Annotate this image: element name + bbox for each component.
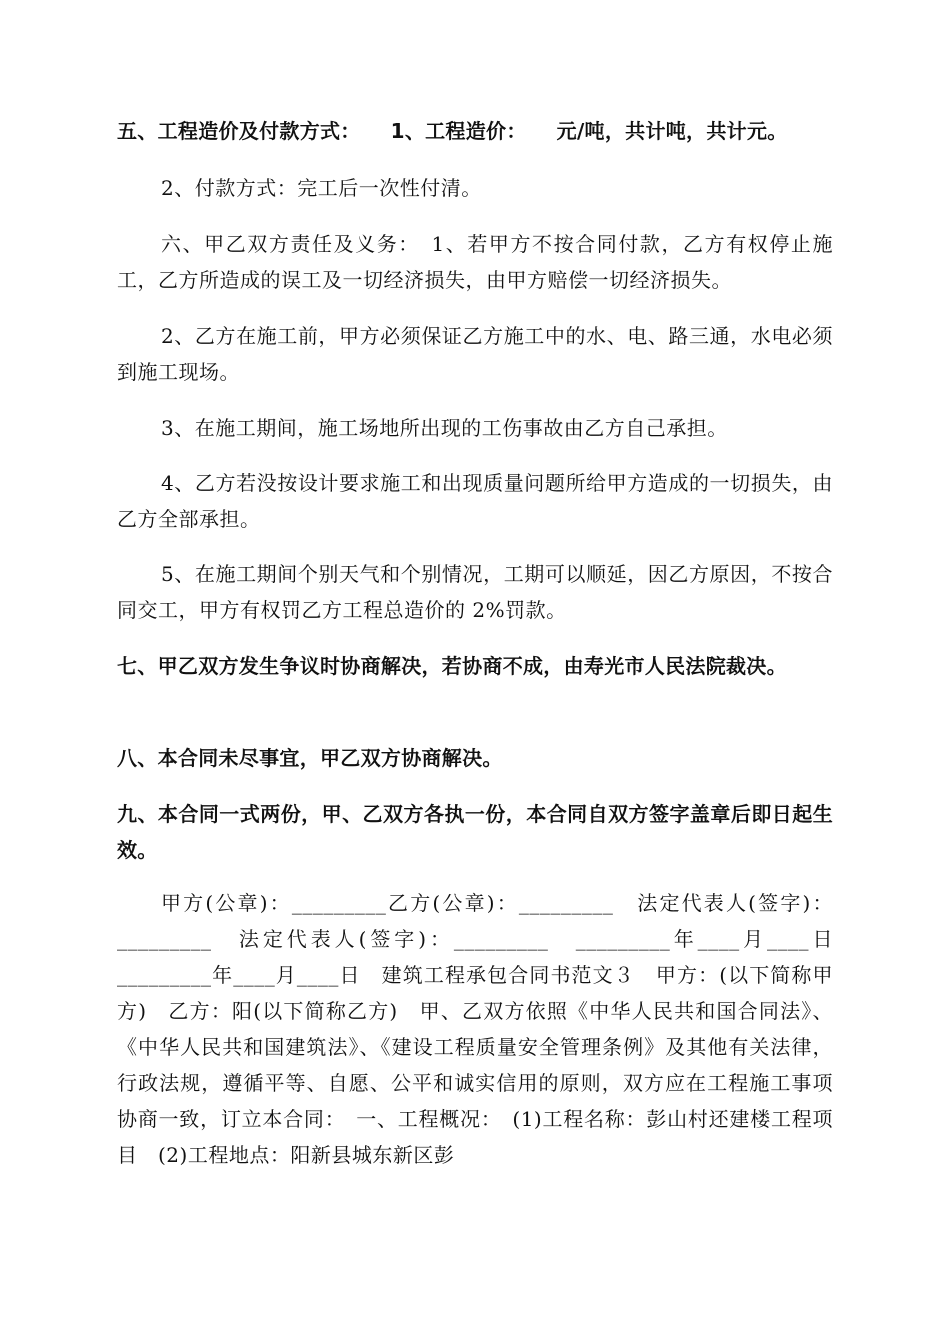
section-9-copies: 九、本合同一式两份，甲、乙双方各执一份，本合同自双方签字盖章后即日起生效。	[117, 802, 833, 862]
responsibility-item-3: 3、在施工期间，施工场地所出现的工伤事故由乙方自己承担。	[161, 416, 728, 440]
section-6-responsibilities: 六、甲乙双方责任及义务： 1、若甲方不按合同付款，乙方有权停止施工，乙方所造成的误工及一切经济损失，由甲方赔偿一切经济损失。	[117, 232, 833, 292]
price-value: 元/吨，共计吨，共计元。	[556, 119, 788, 143]
payment-method: 2、付款方式：完工后一次性付清。	[161, 176, 482, 200]
responsibility-item-2: 2、乙方在施工前，甲方必须保证乙方施工中的水、电、路三通，水电必须到施工现场。	[117, 324, 833, 384]
price-item: 1、工程造价：	[390, 119, 527, 143]
signatures-and-next-contract: 甲方(公章)：_________乙方(公章)：_________ 法定代表人(签字)：_________ 法定代表人(签字)：_________ _________年____月____日 _________年____月____日 建筑工程承包合同书范文３ 甲方：(以下简称甲方) 乙方：阳(以下简称乙方) 甲、乙双方依照《中华人民共和国合同法》、《中华人民共和国建筑法》、《建设工程质量安全管理条例》及其他有关法律，行政法规，遵循平等、自愿、公平和诚实信用的原则，双方应在工程施工事项协商一致，订立本合同： 一、工程概况： (1)工程名称：彭山村还建楼工程项目 (2)工程地点：阳新县城东新区彭	[117, 891, 854, 1167]
responsibility-item-4: 4、乙方若没按设计要求施工和出现质量问题所给甲方造成的一切损失，由乙方全部承担。	[117, 471, 833, 531]
section-7-dispute: 七、甲乙双方发生争议时协商解决，若协商不成，由寿光市人民法院裁决。	[117, 654, 787, 678]
section-5-price-payment	[117, 113, 833, 149]
section-8-other: 八、本合同未尽事宜，甲乙双方协商解决。	[117, 746, 503, 770]
responsibility-item-5: 5、在施工期间个别天气和个别情况，工期可以顺延，因乙方原因，不按合同交工，甲方有权罚乙方工程总造价的 2%罚款。	[117, 562, 833, 622]
section-5-heading: 五、工程造价及付款方式：	[117, 119, 361, 143]
